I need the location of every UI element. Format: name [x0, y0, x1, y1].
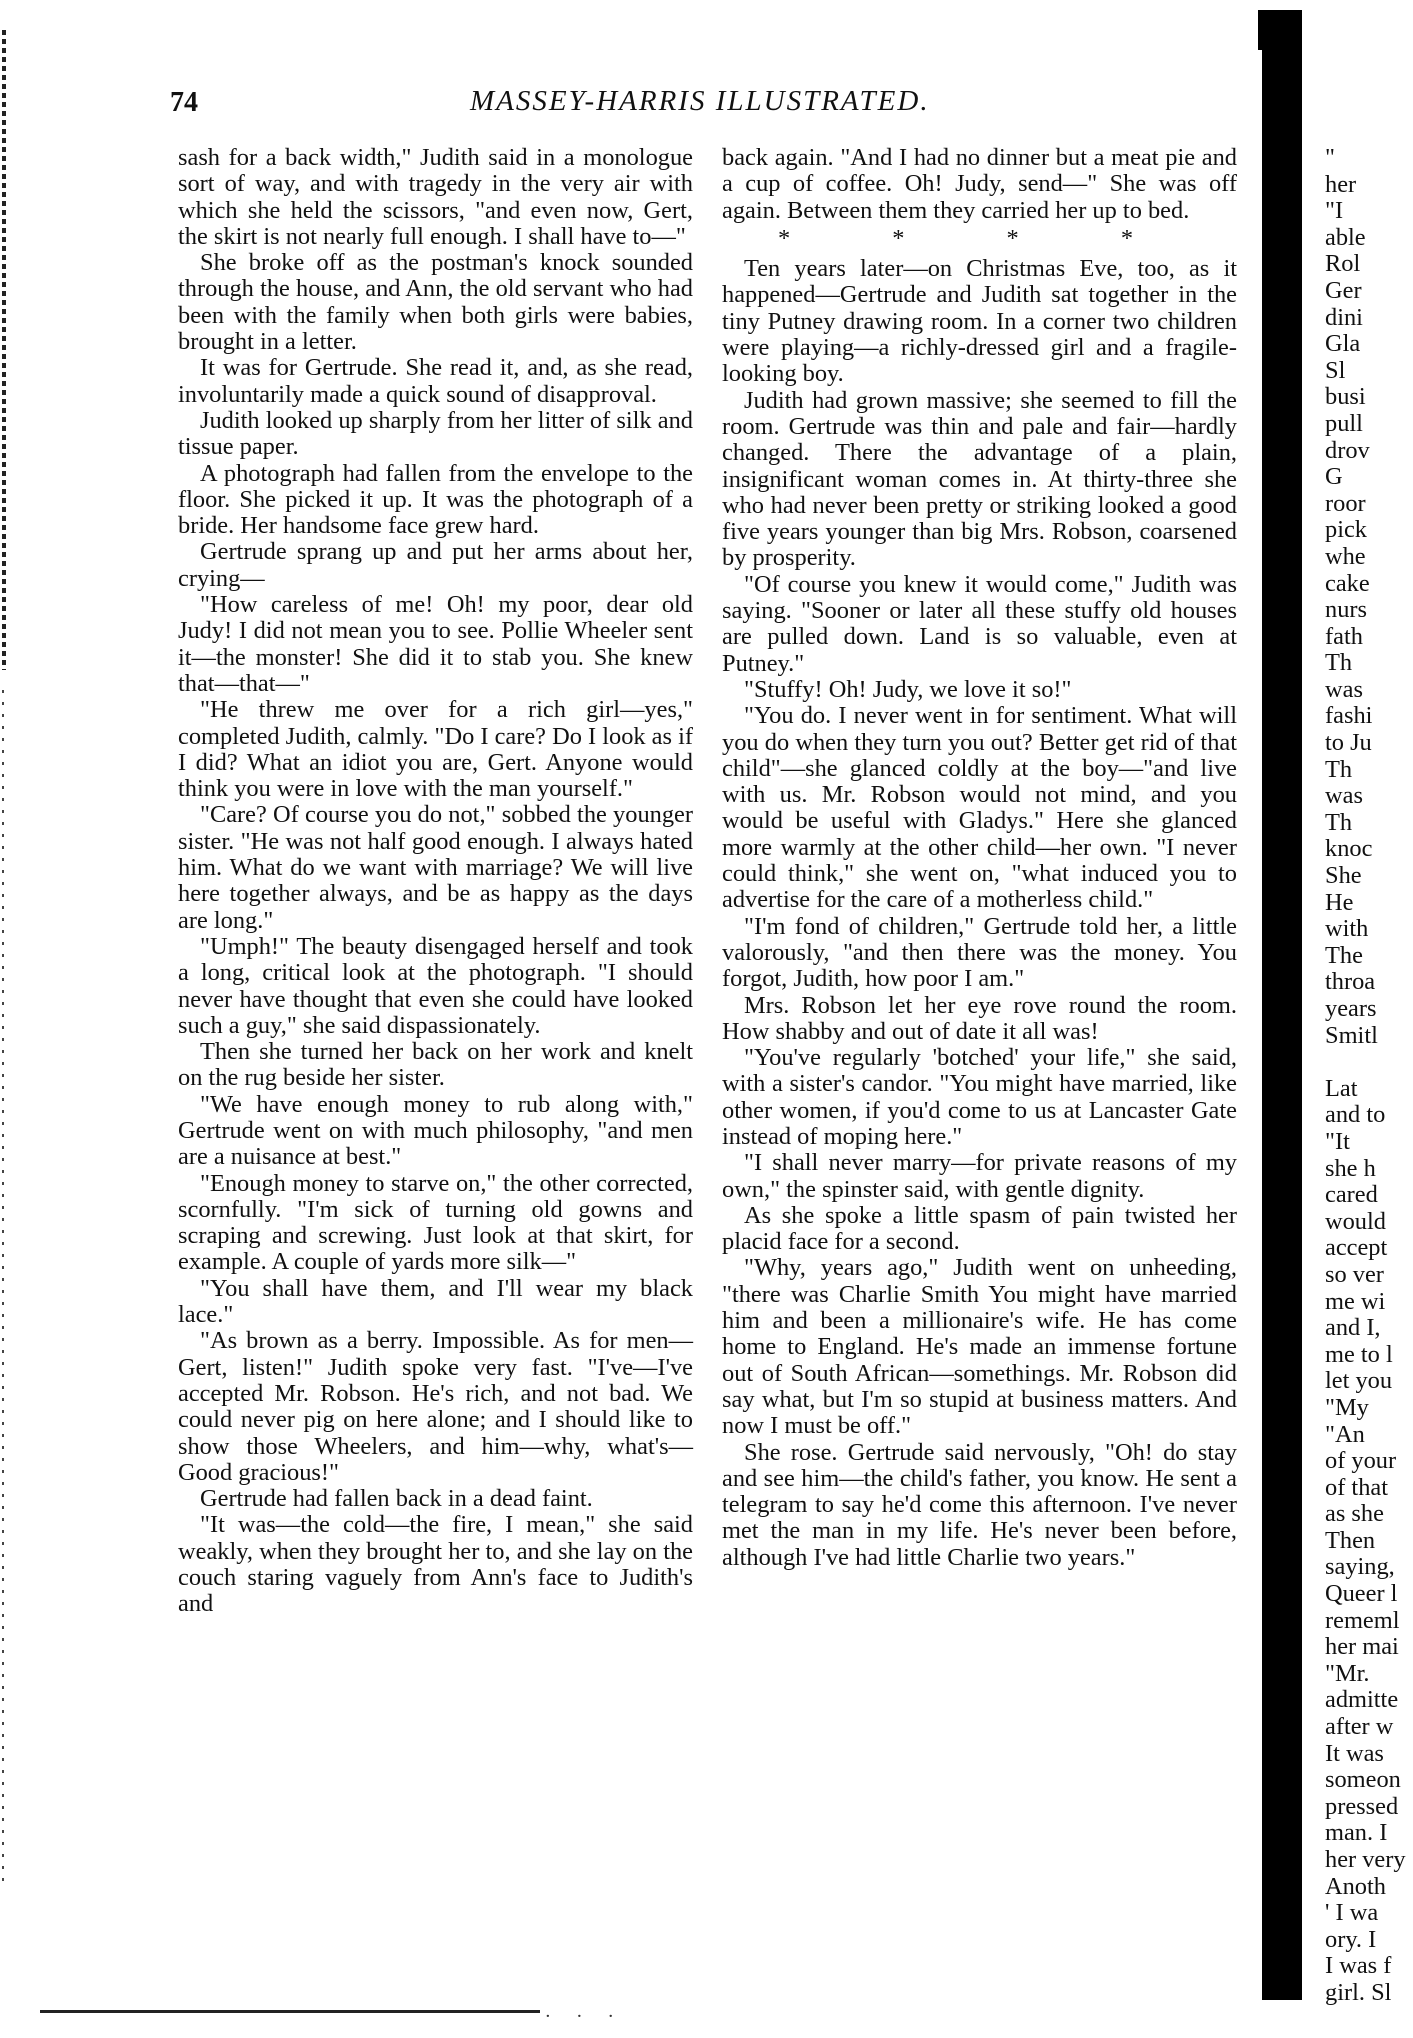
- paragraph: As she spoke a little spasm of pain twisted her placid face for a second.: [722, 1201, 1237, 1256]
- bottom-rule-dots: · · ·: [545, 2006, 624, 2027]
- fragment-line: nurs: [1325, 596, 1368, 624]
- fragment-line: She: [1325, 862, 1362, 890]
- page-edge-mark-lower: [2, 690, 4, 1890]
- fragment-line: G: [1325, 463, 1343, 491]
- fragment-line: whe: [1325, 542, 1366, 570]
- fragment-line: ": [1325, 145, 1335, 171]
- fragment-line: "My: [1325, 1393, 1369, 1421]
- fragment-line: "It: [1325, 1127, 1350, 1155]
- fragment-line: pick: [1325, 516, 1367, 544]
- paragraph: "Enough money to starve on," the other corrected, scornfully. "I'm sick of turning old gowns and scraping and screwing. Just look at that skirt, for example. A couple of yards more silk—": [178, 1169, 693, 1276]
- fragment-line: Smitl: [1325, 1021, 1378, 1049]
- fragment-line: "I: [1325, 197, 1344, 225]
- fragment-line: I was f: [1325, 1952, 1392, 1980]
- middle-column: [722, 145, 1237, 1571]
- fragment-line: drov: [1325, 436, 1370, 464]
- fragment-line: of that: [1325, 1473, 1388, 1501]
- paragraph: "How careless of me! Oh! my poor, dear old Judy! I did not mean you to see. Pollie Wheeler sent it—the monster! She did it to stab you. She knew that—that—": [178, 591, 693, 697]
- fragment-line: throa: [1325, 968, 1376, 996]
- fragment-line: He: [1325, 888, 1354, 916]
- fragment-line: was: [1325, 675, 1363, 703]
- fragment-line: Then: [1325, 1526, 1376, 1554]
- fragment-line: so ver: [1325, 1260, 1384, 1288]
- fragment-line: cake: [1325, 569, 1370, 597]
- fragment-line: to Ju: [1325, 729, 1372, 757]
- paragraph: Mrs. Robson let her eye rove round the room. How shabby and out of date it all was!: [722, 991, 1237, 1045]
- paragraph: "I'm fond of children," Gertrude told her, a little valorously, "and then there was the money. You forgot, Judith, how poor I am.": [722, 912, 1237, 993]
- fragment-line: ory. I: [1325, 1925, 1377, 1953]
- paragraph: Gertrude had fallen back in a dead faint.: [200, 1485, 593, 1513]
- paragraph: She rose. Gertrude said nervously, "Oh! do stay and see him—the child's father, you know. He sent a telegram to say he'd come this afternoon. I've never met the man in my life. He's never been before, although I've had little Charlie two years.": [722, 1438, 1237, 1571]
- bottom-rule: [40, 2010, 540, 2013]
- fragment-line: fath: [1325, 622, 1363, 650]
- paragraph: A photograph had fallen from the envelope to the floor. She picked it up. It was the photograph of a bride. Her handsome face grew hard.: [178, 459, 693, 540]
- fragment-line: was: [1325, 782, 1363, 810]
- fragment-line: pressed: [1325, 1792, 1399, 1820]
- fragment-line: Sl: [1325, 356, 1346, 384]
- fragment-line: Gla: [1325, 330, 1361, 358]
- paragraph: "You do. I never went in for sentiment. What will you do when they turn you out? Better get rid of that child"—she glanced coldly at the boy—"and live with us. Mr. Robson would not mind, and you would be useful with Gladys." Here she glanced more warmly at the other child—her own. "I never could think," she went on, "what induced you to advertise for the care of a motherless child.": [722, 702, 1237, 914]
- running-head: MASSEY-HARRIS ILLUSTRATED.: [470, 85, 930, 117]
- fragment-line: Queer l: [1325, 1580, 1398, 1608]
- paragraph: "You shall have them, and I'll wear my black lace.": [178, 1274, 693, 1329]
- fragment-line: someon: [1325, 1766, 1401, 1794]
- paragraph: sash for a back width," Judith said in a monologue sort of way, and with tragedy in the very air with which she held the scissors, "and even now, Gert, the skirt is not nearly full enough. I shall have to—": [178, 144, 693, 250]
- fragment-line: saying,: [1325, 1553, 1395, 1581]
- fragment-line: able: [1325, 223, 1366, 251]
- paragraph: "We have enough money to rub along with," Gertrude went on with much philosophy, "and men are a nuisance at best.": [178, 1090, 693, 1171]
- fragment-line: as she: [1325, 1500, 1384, 1528]
- page-edge-mark: [2, 30, 6, 670]
- fragment-line: "Mr.: [1325, 1659, 1370, 1687]
- paragraph: "Why, years ago," Judith went on unheeding, "there was Charlie Smith You might have married him and been a millionaire's wife. He has come home to England. He's made an immense fortune out of South African—somethings. Mr. Robson did say what, but I'm so stupid at business matters. And now I must be off.": [722, 1254, 1237, 1440]
- fragment-line: ' I wa: [1325, 1899, 1379, 1927]
- paragraph: Ten years later—on Christmas Eve, too, as it happened—Gertrude and Judith sat together in the tiny Putney drawing room. In a corner two children were playing—a richly-dressed girl and a fragile-looking boy.: [722, 255, 1237, 388]
- paragraph: She broke off as the postman's knock sounded through the house, and Ann, the old servant who had been with the family when both girls were babies, brought in a letter.: [178, 249, 693, 356]
- fragment-line: Anoth: [1325, 1872, 1386, 1900]
- paragraph: "He threw me over for a rich girl—yes," completed Judith, calmly. "Do I care? Do I look as if I did? What an idiot you are, Gert. Anyone would think you were in love with the man yourself.": [178, 696, 694, 803]
- page-number: 74: [170, 87, 198, 118]
- fragment-line: of your: [1325, 1447, 1397, 1475]
- fragment-line: [1325, 1049, 1413, 1076]
- paragraph: back again. "And I had no dinner but a meat pie and a cup of coffee. Oh! Judy, send—" She was off again. Between them they carried her up to bed.: [722, 144, 1237, 224]
- fragment-line: admitte: [1325, 1686, 1399, 1714]
- fragment-line: rememl: [1325, 1606, 1400, 1634]
- fragment-line: busi: [1325, 383, 1366, 411]
- paragraph: "You've regularly 'botched' your life," she said, with a sister's candor. "You might have married, like other women, if you'd come to us at Lancaster Gate instead of moping here.": [722, 1044, 1237, 1150]
- left-column: [178, 145, 693, 1618]
- fragment-line: dini: [1325, 303, 1363, 331]
- fragment-line: Th: [1325, 808, 1353, 836]
- fragment-line: and I,: [1325, 1314, 1381, 1342]
- paragraph: "Stuffy! Oh! Judy, we love it so!": [744, 675, 1072, 703]
- fragment-line: would: [1325, 1207, 1386, 1235]
- fragment-line: her very: [1325, 1846, 1406, 1873]
- fragment-line: her: [1325, 170, 1357, 198]
- fragment-line: cared: [1325, 1181, 1378, 1209]
- fragment-line: knoc: [1325, 835, 1373, 863]
- page-gutter-shadow: [1262, 10, 1302, 2000]
- fragment-line: with: [1325, 915, 1369, 943]
- paragraph: Judith looked up sharply from her litter of silk and tissue paper.: [178, 406, 693, 461]
- fragment-line: Ger: [1325, 276, 1362, 304]
- fragment-line: fashi: [1325, 702, 1373, 730]
- fragment-line: "An: [1325, 1420, 1365, 1448]
- fragment-line: Rol: [1325, 250, 1361, 278]
- fragment-line: Lat: [1325, 1074, 1358, 1102]
- paragraph: "Umph!" The beauty disengaged herself and took a long, critical look at the photograph. "I should never have thought that even she could have looked such a guy," she said dispassionately.: [178, 932, 693, 1039]
- paragraph: Judith had grown massive; she seemed to fill the room. Gertrude was thin and pale and fair—hardly changed. There the advantage of a plain, insignificant woman comes in. At thirty-three she who had never been pretty or striking looked a good five years younger than big Mrs. Robson, coarsened by prosperity.: [722, 386, 1237, 572]
- fragment-line: girl. Sl: [1325, 1978, 1392, 2006]
- paragraph: Then she turned her back on her work and knelt on the rug beside her sister.: [178, 1038, 693, 1092]
- fragment-line: The: [1325, 941, 1363, 969]
- paragraph: "Of course you knew it would come," Judith was saying. "Sooner or later all these stuffy old houses are pulled down. Land is so valuable, even at Putney.": [722, 570, 1237, 677]
- fragment-line: and to: [1325, 1101, 1386, 1129]
- fragment-line: after w: [1325, 1713, 1394, 1741]
- fragment-line: years: [1325, 995, 1377, 1022]
- fragment-line: her mai: [1325, 1633, 1399, 1661]
- right-column-fragments: [1325, 145, 1413, 2007]
- fragment-line: roor: [1325, 489, 1366, 517]
- fragment-line: pull: [1325, 409, 1363, 437]
- paragraph: "Care? Of course you do not," sobbed the younger sister. "He was not half good enough. I always hated him. What do we want with marriage? We will live here together always, and be as happy as the days are long.": [178, 801, 693, 934]
- fragment-line: Th: [1325, 649, 1353, 677]
- fragment-line: let you: [1325, 1367, 1393, 1395]
- fragment-line: accept: [1325, 1234, 1388, 1262]
- section-break: * * * *: [777, 224, 1182, 252]
- paragraph: It was for Gertrude. She read it, and, as she read, involuntarily made a quick sound of disapproval.: [178, 354, 693, 408]
- paragraph: "It was—the cold—the fire, I mean," she said weakly, when they brought her to, and she lay on the couch staring vaguely from Ann's face to Judith's and: [178, 1511, 693, 1618]
- paragraph: "As brown as a berry. Impossible. As for men—Gert, listen!" Judith spoke very fast. "I've—I've accepted Mr. Robson. He's rich, and not bad. We could never pig on here alone; and I should like to show those Wheelers, and him—why, what's—Good gracious!": [178, 1327, 693, 1486]
- paragraph: "I shall never marry—for private reasons of my own," the spinster said, with gentle dignity.: [722, 1149, 1237, 1203]
- fragment-line: me wi: [1325, 1287, 1386, 1315]
- fragment-line: man. I: [1325, 1819, 1388, 1847]
- paragraph: Gertrude sprang up and put her arms about her, crying—: [178, 538, 693, 592]
- fragment-line: Th: [1325, 755, 1353, 783]
- fragment-line: It was: [1325, 1739, 1384, 1767]
- fragment-line: me to l: [1325, 1340, 1393, 1368]
- fragment-line: she h: [1325, 1154, 1376, 1182]
